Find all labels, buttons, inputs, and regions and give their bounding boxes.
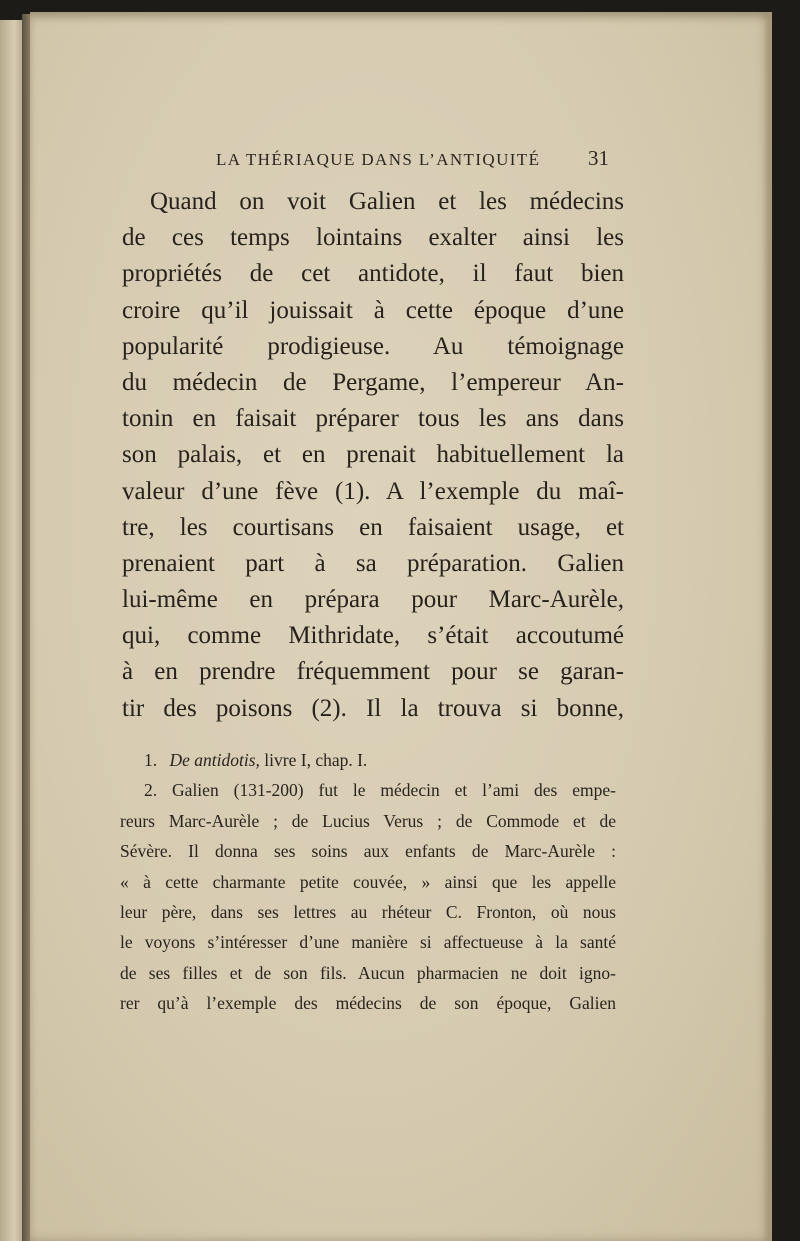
body-line: tonin en faisait préparer tous les ans dans <box>122 405 624 433</box>
page-sheet <box>30 12 772 1241</box>
body-line: qui, comme Mithridate, s’était accoutumé <box>122 622 624 650</box>
main-paragraph <box>122 184 624 727</box>
body-line: croire qu’il jouissait à cette époque d’une <box>122 296 624 324</box>
footnote-2-line: leur père, dans ses lettres au rhéteur C. Fronton, où nous <box>120 901 616 922</box>
footnote-2-line: le voyons s’intéresser d’une manière si affectueuse à la santé <box>120 932 616 953</box>
page-number: 31 <box>588 146 609 170</box>
body-line: lui-même en prépara pour Marc-Aurèle, <box>122 586 624 614</box>
page-edge-shadow <box>764 12 772 1241</box>
footnote-2-line: de ses filles et de son fils. Aucun pharmacien ne doit igno- <box>120 962 616 983</box>
footnote-2-line: Sévère. Il donna ses soins aux enfants de Marc-Aurèle : <box>120 841 616 862</box>
footnote-2-line: 2. Galien (131-200) fut le médecin et l’ami des empe- <box>144 780 616 801</box>
body-line: du médecin de Pergame, l’empereur An- <box>122 368 624 396</box>
footnote-number: 1. <box>144 750 158 770</box>
footnote-1 <box>120 745 616 775</box>
body-line: tir des poisons (2). Il la trouva si bonne, <box>122 694 624 722</box>
body-line: popularité prodigieuse. Au témoignage <box>122 332 624 360</box>
body-line: à en prendre fréquemment pour se garan- <box>122 658 624 686</box>
body-line: son palais, et en prenait habituellement la <box>122 441 624 469</box>
footnote-reference: livre I, chap. I. <box>264 750 368 770</box>
body-line: valeur d’une fève (1). A l’exemple du maî- <box>122 477 624 505</box>
footnote-2-line: rer qu’à l’exemple des médecins de son époque, Galien <box>120 993 616 1014</box>
body-line: propriétés de cet antidote, il faut bien <box>122 260 624 288</box>
body-line: tre, les courtisans en faisaient usage, et <box>122 513 624 541</box>
body-line: prenaient part à sa préparation. Galien <box>122 549 624 577</box>
running-head <box>30 140 772 180</box>
body-line: Quand on voit Galien et les médecins <box>150 188 624 215</box>
footnote-2-line: « à cette charmante petite couvée, » ainsi que les appelle <box>120 871 616 892</box>
running-title: LA THÉRIAQUE DANS L’ANTIQUITÉ <box>216 150 541 169</box>
footnote-2-line: reurs Marc-Aurèle ; de Lucius Verus ; de Commode et de <box>120 810 616 831</box>
footnote-work-title: De antidotis, <box>169 750 260 770</box>
footnotes <box>120 745 616 1019</box>
body-line: de ces temps lointains exalter ainsi les <box>122 224 624 252</box>
